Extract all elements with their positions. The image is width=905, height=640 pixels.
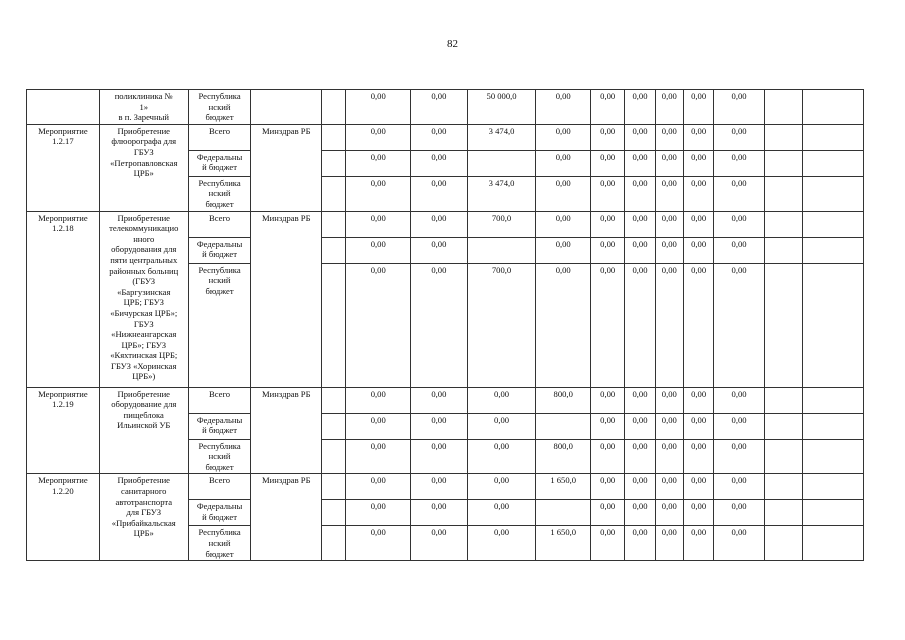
funding-source-cell: Республика нский бюджет	[188, 263, 251, 387]
value-cell: 0,00	[683, 124, 713, 150]
value-cell: 700,0	[467, 211, 536, 237]
value-cell	[764, 211, 802, 237]
value-cell: 0,00	[346, 263, 411, 387]
value-cell: 0,00	[625, 211, 655, 237]
budget-table	[26, 89, 864, 561]
value-cell: 0,00	[346, 474, 411, 500]
value-cell: 0,00	[683, 263, 713, 387]
table-row	[27, 90, 864, 125]
value-cell: 0,00	[714, 526, 765, 561]
value-cell: 0,00	[655, 387, 683, 413]
measure-cell: Мероприятие 1.2.20	[27, 474, 100, 561]
value-cell: 0,00	[655, 211, 683, 237]
value-cell: 0,00	[683, 526, 713, 561]
value-cell: 0,00	[411, 387, 468, 413]
table-row	[27, 474, 864, 500]
value-cell: 0,00	[625, 150, 655, 176]
measure-cell: Мероприятие 1.2.19	[27, 387, 100, 474]
value-cell: 0,00	[683, 90, 713, 125]
value-cell: 0,00	[655, 500, 683, 526]
executor-cell: Минздрав РБ	[251, 124, 322, 211]
value-cell	[764, 150, 802, 176]
measure-name-cell: Приобретение флюорографа для ГБУЗ «Петропавловская ЦРБ»	[99, 124, 188, 211]
value-cell	[803, 413, 864, 439]
value-cell	[322, 474, 346, 500]
value-cell: 0,00	[683, 237, 713, 263]
value-cell: 0,00	[346, 500, 411, 526]
value-cell: 0,00	[625, 413, 655, 439]
value-cell: 0,00	[467, 387, 536, 413]
value-cell: 0,00	[714, 500, 765, 526]
value-cell: 0,00	[536, 90, 591, 125]
value-cell	[322, 176, 346, 211]
value-cell	[322, 90, 346, 125]
value-cell	[803, 387, 864, 413]
value-cell	[803, 211, 864, 237]
value-cell	[803, 90, 864, 125]
value-cell: 0,00	[536, 211, 591, 237]
funding-source-cell: Федеральны й бюджет	[188, 150, 251, 176]
value-cell: 0,00	[591, 211, 625, 237]
value-cell: 0,00	[683, 474, 713, 500]
value-cell	[803, 526, 864, 561]
value-cell: 0,00	[411, 176, 468, 211]
value-cell	[803, 150, 864, 176]
value-cell: 800,0	[536, 387, 591, 413]
value-cell: 0,00	[625, 124, 655, 150]
funding-source-cell: Всего	[188, 474, 251, 500]
value-cell	[322, 439, 346, 474]
value-cell	[764, 176, 802, 211]
table-row	[27, 124, 864, 150]
value-cell	[764, 526, 802, 561]
measure-cell: Мероприятие 1.2.18	[27, 211, 100, 387]
value-cell: 0,00	[714, 439, 765, 474]
value-cell: 0,00	[467, 474, 536, 500]
executor-cell	[251, 90, 322, 125]
value-cell: 0,00	[411, 237, 468, 263]
measure-name-cell: Приобретение телекоммуникацио нного оборудования для пяти центральных районных больниц (ГБУЗ «Баргузинская ЦРБ; ГБУЗ «Бичурская ЦРБ»; ГБУЗ «Нижнеангарская ЦРБ»; ГБУЗ «Кяхтинская ЦРБ; ГБУЗ «Хоринская ЦРБ»)	[99, 211, 188, 387]
value-cell: 3 474,0	[467, 124, 536, 150]
value-cell: 0,00	[625, 176, 655, 211]
value-cell: 0,00	[714, 90, 765, 125]
value-cell	[803, 237, 864, 263]
value-cell	[322, 124, 346, 150]
value-cell: 0,00	[536, 237, 591, 263]
value-cell: 0,00	[591, 237, 625, 263]
value-cell: 0,00	[467, 500, 536, 526]
value-cell: 0,00	[683, 150, 713, 176]
value-cell: 0,00	[591, 124, 625, 150]
value-cell	[803, 176, 864, 211]
value-cell: 0,00	[536, 176, 591, 211]
measure-cell	[27, 90, 100, 125]
value-cell: 0,00	[467, 413, 536, 439]
value-cell	[803, 263, 864, 387]
value-cell: 0,00	[591, 176, 625, 211]
value-cell	[322, 413, 346, 439]
value-cell: 0,00	[591, 474, 625, 500]
value-cell: 0,00	[346, 439, 411, 474]
value-cell: 0,00	[591, 90, 625, 125]
value-cell: 0,00	[591, 413, 625, 439]
value-cell: 0,00	[625, 526, 655, 561]
value-cell: 0,00	[346, 211, 411, 237]
value-cell: 0,00	[536, 263, 591, 387]
value-cell: 0,00	[714, 176, 765, 211]
value-cell: 0,00	[346, 237, 411, 263]
value-cell: 1 650,0	[536, 526, 591, 561]
value-cell: 0,00	[683, 176, 713, 211]
funding-source-cell: Федеральны й бюджет	[188, 500, 251, 526]
value-cell: 0,00	[625, 263, 655, 387]
executor-cell: Минздрав РБ	[251, 211, 322, 387]
funding-source-cell: Республика нский бюджет	[188, 439, 251, 474]
value-cell	[322, 211, 346, 237]
executor-cell: Минздрав РБ	[251, 474, 322, 561]
value-cell: 0,00	[346, 387, 411, 413]
value-cell: 0,00	[591, 500, 625, 526]
value-cell: 0,00	[411, 474, 468, 500]
value-cell: 0,00	[346, 124, 411, 150]
value-cell: 0,00	[625, 90, 655, 125]
value-cell: 0,00	[346, 150, 411, 176]
value-cell: 3 474,0	[467, 176, 536, 211]
value-cell: 0,00	[625, 387, 655, 413]
value-cell	[322, 500, 346, 526]
value-cell	[764, 124, 802, 150]
value-cell	[803, 439, 864, 474]
value-cell: 0,00	[714, 263, 765, 387]
funding-source-cell: Республика нский бюджет	[188, 176, 251, 211]
value-cell: 0,00	[536, 124, 591, 150]
value-cell	[803, 474, 864, 500]
value-cell: 0,00	[683, 500, 713, 526]
value-cell	[764, 387, 802, 413]
value-cell: 0,00	[655, 439, 683, 474]
value-cell: 0,00	[625, 500, 655, 526]
value-cell: 0,00	[655, 176, 683, 211]
value-cell: 0,00	[655, 90, 683, 125]
value-cell: 0,00	[683, 211, 713, 237]
funding-source-cell: Всего	[188, 211, 251, 237]
funding-source-cell: Всего	[188, 387, 251, 413]
measure-name-cell: поликлиника № 1» в п. Заречный	[99, 90, 188, 125]
value-cell: 0,00	[625, 474, 655, 500]
value-cell	[536, 413, 591, 439]
value-cell: 0,00	[655, 474, 683, 500]
value-cell: 0,00	[411, 211, 468, 237]
value-cell: 0,00	[411, 439, 468, 474]
value-cell: 0,00	[411, 526, 468, 561]
value-cell: 0,00	[625, 237, 655, 263]
value-cell	[322, 237, 346, 263]
value-cell	[467, 237, 536, 263]
value-cell: 0,00	[714, 387, 765, 413]
value-cell: 0,00	[346, 413, 411, 439]
funding-source-cell: Всего	[188, 124, 251, 150]
value-cell: 0,00	[591, 150, 625, 176]
value-cell: 0,00	[591, 439, 625, 474]
value-cell	[764, 474, 802, 500]
value-cell: 0,00	[411, 500, 468, 526]
value-cell	[764, 237, 802, 263]
value-cell: 800,0	[536, 439, 591, 474]
value-cell	[803, 500, 864, 526]
value-cell: 0,00	[625, 439, 655, 474]
value-cell: 0,00	[655, 413, 683, 439]
funding-source-cell: Федеральны й бюджет	[188, 237, 251, 263]
value-cell: 0,00	[683, 413, 713, 439]
value-cell: 700,0	[467, 263, 536, 387]
value-cell	[322, 387, 346, 413]
executor-cell: Минздрав РБ	[251, 387, 322, 474]
value-cell	[764, 439, 802, 474]
value-cell: 0,00	[591, 526, 625, 561]
funding-source-cell: Республика нский бюджет	[188, 90, 251, 125]
value-cell: 1 650,0	[536, 474, 591, 500]
value-cell	[322, 526, 346, 561]
value-cell: 0,00	[714, 413, 765, 439]
value-cell: 0,00	[683, 387, 713, 413]
value-cell: 0,00	[411, 263, 468, 387]
value-cell: 0,00	[591, 387, 625, 413]
value-cell: 0,00	[655, 124, 683, 150]
value-cell: 0,00	[714, 150, 765, 176]
value-cell	[803, 124, 864, 150]
value-cell	[322, 263, 346, 387]
value-cell	[467, 150, 536, 176]
value-cell: 0,00	[411, 150, 468, 176]
value-cell: 0,00	[346, 526, 411, 561]
value-cell	[764, 413, 802, 439]
value-cell: 0,00	[411, 413, 468, 439]
value-cell	[764, 500, 802, 526]
table-row	[27, 211, 864, 237]
measure-cell: Мероприятие 1.2.17	[27, 124, 100, 211]
value-cell	[764, 90, 802, 125]
measure-name-cell: Приобретение санитарного автотранспорта для ГБУЗ «Прибайкальская ЦРБ»	[99, 474, 188, 561]
value-cell: 0,00	[467, 439, 536, 474]
value-cell: 0,00	[411, 124, 468, 150]
measure-name-cell: Приобретение оборудование для пищеблока Ильинской УБ	[99, 387, 188, 474]
value-cell: 0,00	[714, 474, 765, 500]
value-cell: 0,00	[536, 150, 591, 176]
page-number: 82	[447, 38, 458, 50]
value-cell: 0,00	[411, 90, 468, 125]
value-cell: 0,00	[714, 211, 765, 237]
funding-source-cell: Республика нский бюджет	[188, 526, 251, 561]
funding-source-cell: Федеральны й бюджет	[188, 413, 251, 439]
value-cell: 0,00	[655, 263, 683, 387]
value-cell: 0,00	[467, 526, 536, 561]
value-cell	[322, 150, 346, 176]
value-cell	[536, 500, 591, 526]
table-row	[27, 387, 864, 413]
value-cell: 0,00	[714, 237, 765, 263]
value-cell: 0,00	[714, 124, 765, 150]
value-cell: 50 000,0	[467, 90, 536, 125]
value-cell	[764, 263, 802, 387]
value-cell: 0,00	[655, 237, 683, 263]
value-cell: 0,00	[655, 526, 683, 561]
value-cell: 0,00	[591, 263, 625, 387]
value-cell: 0,00	[683, 439, 713, 474]
value-cell: 0,00	[655, 150, 683, 176]
value-cell: 0,00	[346, 176, 411, 211]
value-cell: 0,00	[346, 90, 411, 125]
